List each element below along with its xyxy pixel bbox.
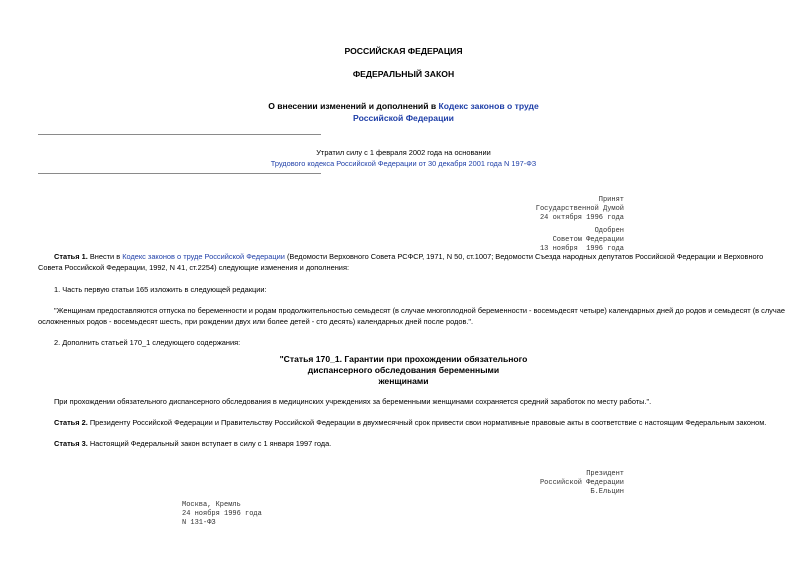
doc-title [0,100,807,124]
article-170-1-line: диспансерного обследования беременными [307,365,500,375]
approved-line: Одобрен [594,227,624,235]
article-3 [54,438,331,449]
article-1-label: Статья 1. [54,252,88,261]
item-1: 1. Часть первую статьи 165 изложить в следующей редакции: [54,285,267,294]
place-date-block [182,501,262,528]
labor-code-link[interactable]: Трудового кодекса Российской Федерации от 30 декабря 2001 года N 197-ФЗ [270,159,537,168]
place-line: N 131-ФЗ [182,519,216,527]
article-1-pre: Внести в [87,252,123,261]
doc-type-heading: ФЕДЕРАЛЬНЫЙ ЗАКОН [352,69,455,79]
accepted-block [536,196,624,223]
approved-line: Советом Федерации [552,236,624,244]
article-170-1-text: При прохождении обязательного диспансерного обследования в медицинских учреждениях за беременными женщинами сохраняется средний заработок по месту работы.". [54,397,652,406]
divider-bottom [38,173,321,174]
place-line: 24 ноября 1996 года [182,510,262,518]
article-3-text: Настоящий Федеральный закон вступает в силу с 1 января 1997 года. [87,439,332,448]
approved-line: 13 ноября 1996 года [539,245,624,253]
accepted-line: 24 октября 1996 года [539,214,624,222]
country-heading: РОССИЙСКАЯ ФЕДЕРАЦИЯ [344,46,463,56]
quote-165 [38,305,785,327]
article-1-line2: Совета Российской Федерации, 1992, N 41, ст.2254) следующие изменения и дополнения: [38,263,349,272]
kzot-link[interactable]: Кодекс законов о труде Российской Федерации [122,252,285,261]
approved-block [540,227,624,254]
article-3-label: Статья 3. [54,439,88,448]
divider-top [38,134,321,135]
repeal-notice [0,147,807,169]
article-170-1-heading [0,354,807,387]
item-2: 2. Дополнить статьей 170_1 следующего содержания: [54,338,241,347]
accepted-line: Принят [598,196,624,204]
article-2-text: Президенту Российской Федерации и Правительству Российской Федерации в двухмесячный срок привести свои нормативные правовые акты в соответствие с настоящим Федеральным законом. [87,418,767,427]
article-170-1-line: женщинами [378,376,429,386]
signature-line: Б.Ельцин [590,488,624,496]
article-2 [54,417,766,428]
signature-line: Президент [586,470,624,478]
quote-165-line1: "Женщинам предоставляются отпуска по беременности и родам продолжительностью семьдесят (в случае многоплодной беременности - восемьдесят четыре) календарных дней до родов и семьдесят (в случае [54,306,785,315]
place-line: Москва, Кремль [182,501,241,509]
article-170-1-line: "Статья 170_1. Гарантии при прохождении обязательного [279,354,528,364]
title-link-code[interactable]: Кодекс законов о труде [438,101,539,111]
repeal-notice-text: Утратил силу с 1 февраля 2002 года на основании [316,148,491,157]
signature-line: Российской Федерации [539,479,624,487]
accepted-line: Государственной Думой [535,205,624,213]
title-prefix: О внесении изменений и дополнений в [268,101,439,111]
article-1 [38,251,770,273]
signature-block [540,470,624,497]
article-2-label: Статья 2. [54,418,88,427]
article-1-post: (Ведомости Верховного Совета РСФСР, 1971, N 50, ст.1007; Ведомости Съезда народных депутатов Российской Федерации и Верховного [284,252,764,261]
title-link-rf[interactable]: Российской Федерации [353,113,454,123]
quote-165-line2: осложненных родов - восемьдесят шесть, при рождении двух или более детей - сто десять) календарных дней после родов.". [38,317,474,326]
